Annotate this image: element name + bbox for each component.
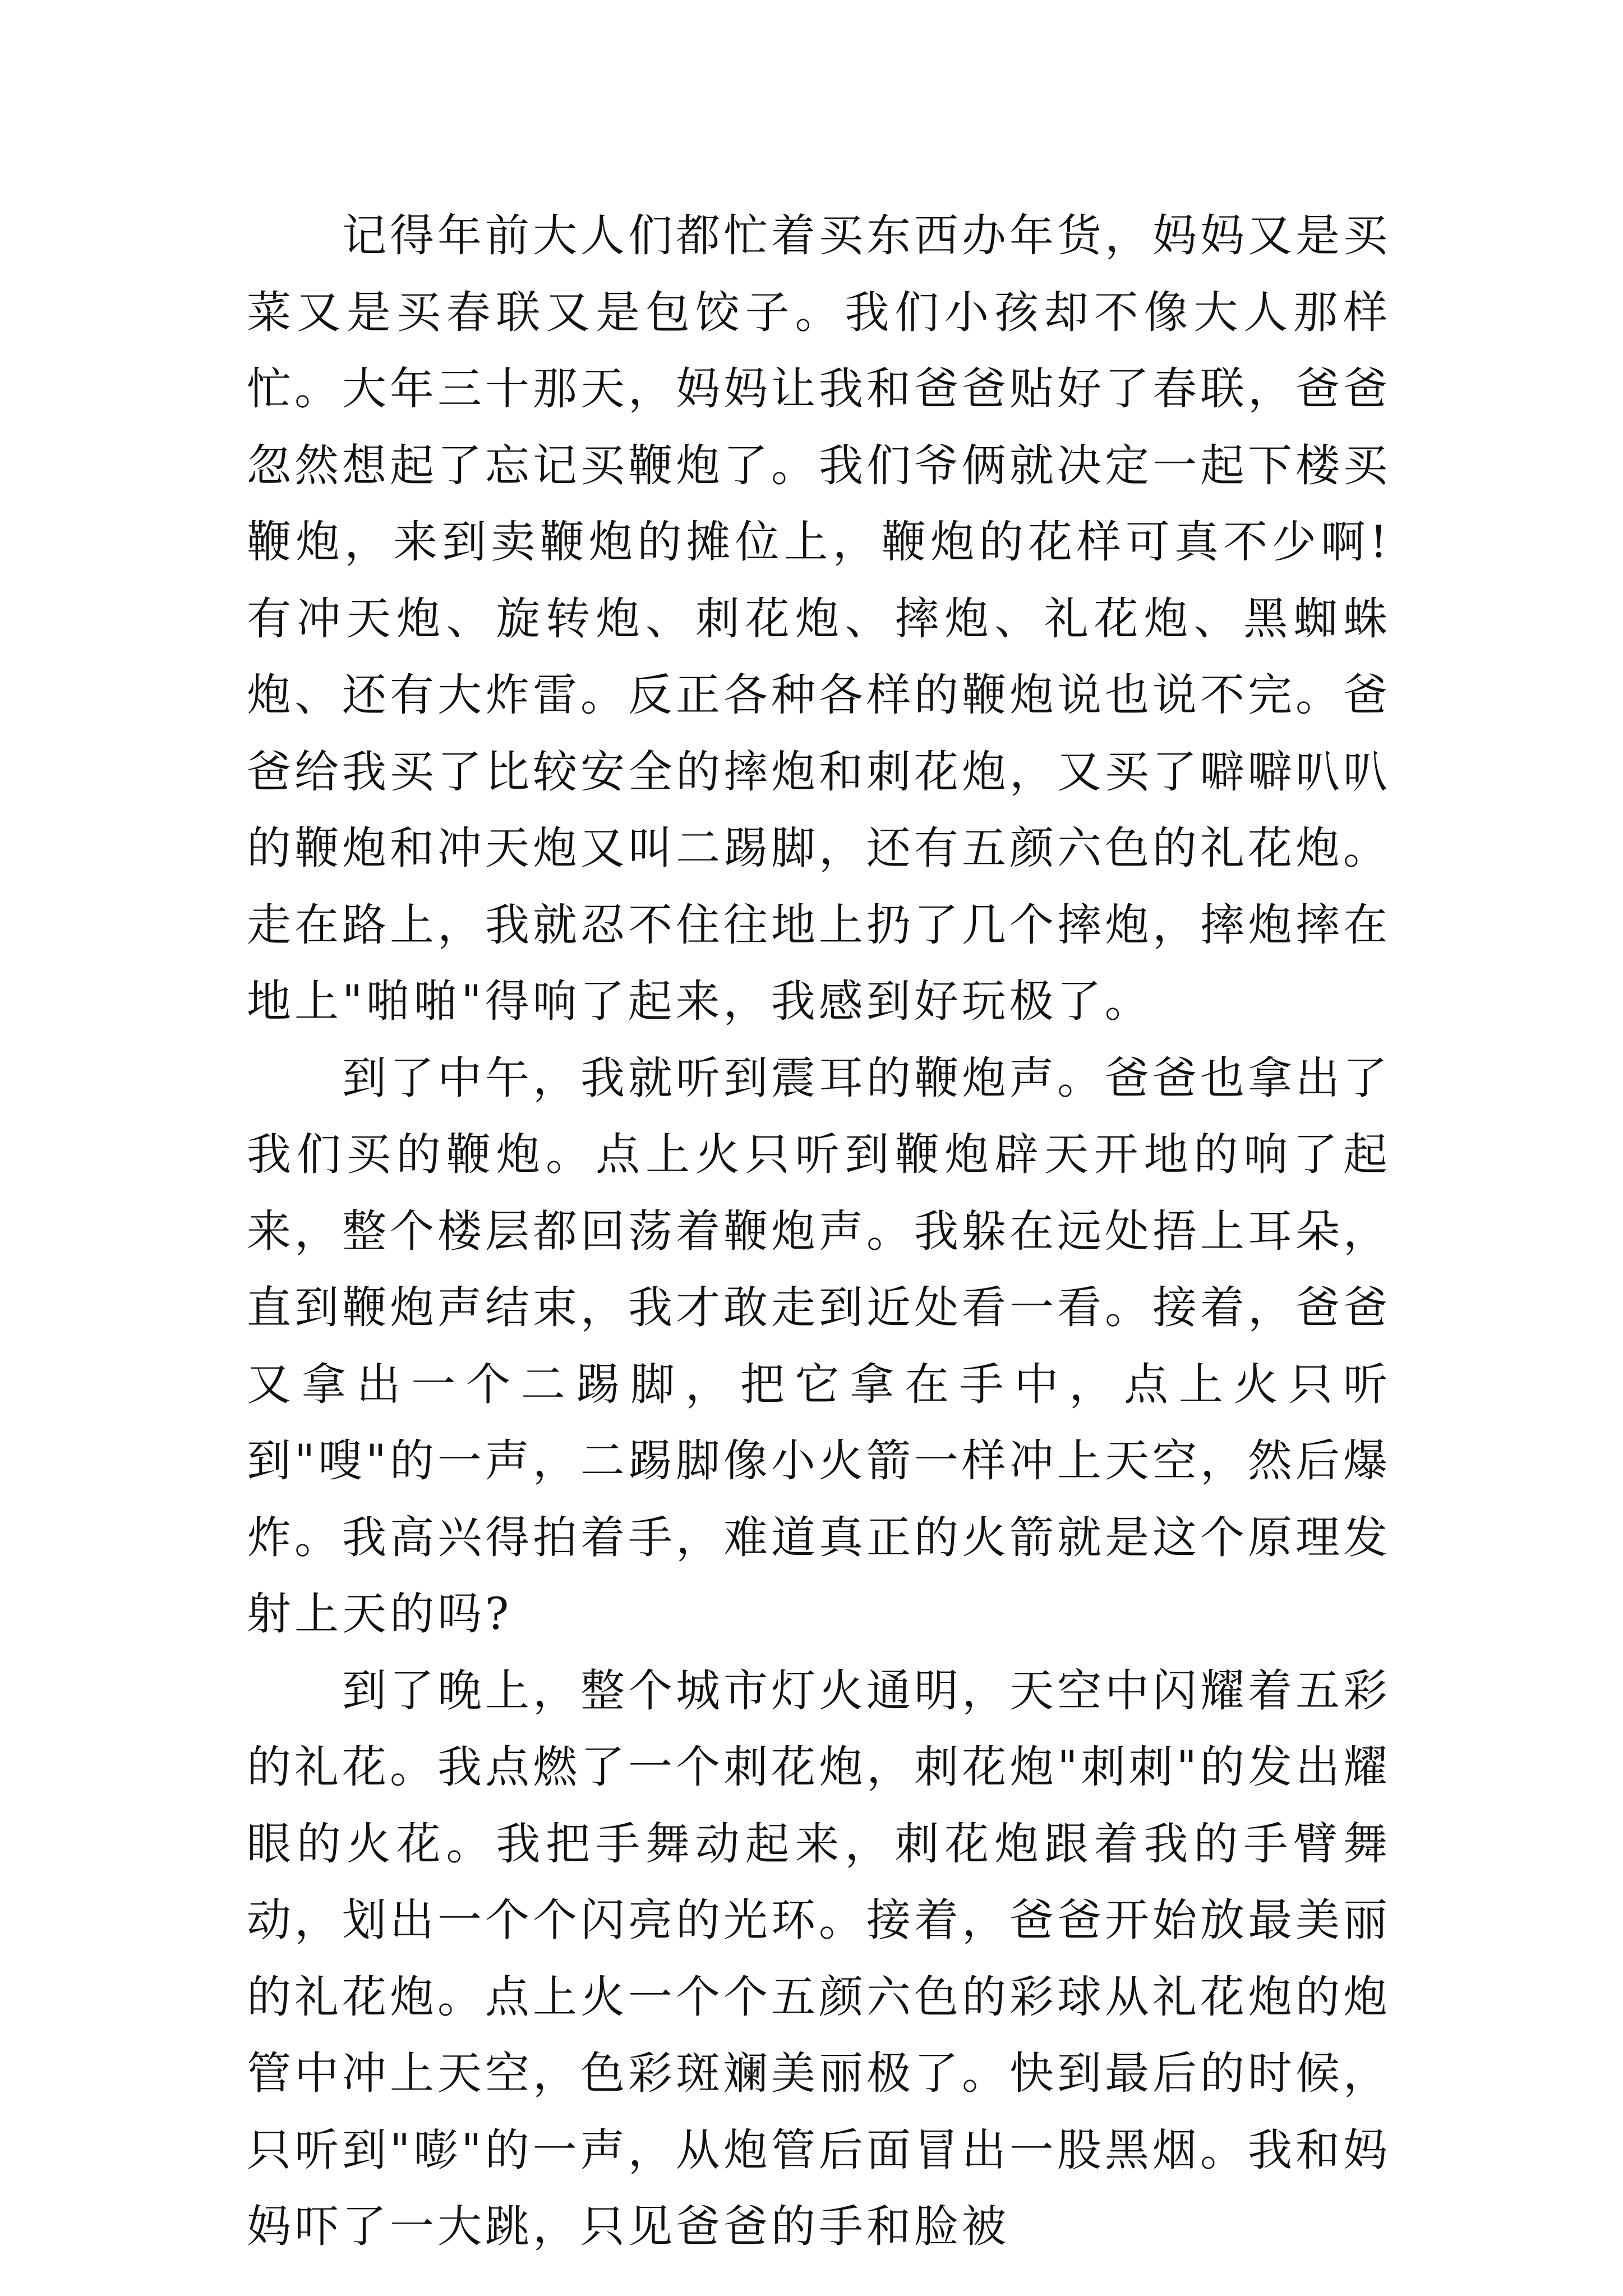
body-text (247, 197, 1391, 2265)
paragraph-1: 记得年前大人们都忙着买东西办年货，妈妈又是买菜又是买春联又是包饺子。我们小孩却不像大人那样忙。大年三十那天，妈妈让我和爸爸贴好了春联，爸爸忽然想起了忘记买鞭炮了。我们爷俩就决定一起下楼买鞭炮，来到卖鞭炮的摊位上，鞭炮的花样可真不少啊!有冲天炮、旋转炮、刺花炮、摔炮、礼花炮、黑蜘蛛炮、还有大炸雷。反正各种各样的鞭炮说也说不完。爸爸给我买了比较安全的摔炮和刺花炮，又买了噼噼叭叭的鞭炮和冲天炮又叫二踢脚，还有五颜六色的礼花炮。走在路上，我就忍不住往地上扔了几个摔炮，摔炮摔在地上"啪啪"得响了起来，我感到好玩极了。 (247, 210, 1391, 1027)
paragraph-3: 到了晚上，整个城市灯火通明，天空中闪耀着五彩的礼花。我点燃了一个刺花炮，刺花炮"刺刺"的发出耀眼的火花。我把手舞动起来，刺花炮跟着我的手臂舞动，划出一个个闪亮的光环。接着，爸爸开始放最美丽的礼花炮。点上火一个个五颜六色的彩球从礼花炮的炮管中冲上天空，色彩斑斓美丽极了。快到最后的时候，只听到"嘭"的一声，从炮管后面冒出一股黑烟。我和妈妈吓了一大跳，只见爸爸的手和脸被 (247, 1664, 1391, 2252)
paragraph-2: 到了中午，我就听到震耳的鞭炮声。爸爸也拿出了我们买的鞭炮。点上火只听到鞭炮辟天开地的响了起来，整个楼层都回荡着鞭炮声。我躲在远处捂上耳朵，直到鞭炮声结束，我才敢走到近处看一看。接着，爸爸又拿出一个二踢脚，把它拿在手中，点上火只听到"嗖"的一声，二踢脚像小火箭一样冲上天空，然后爆炸。我高兴得拍着手，难道真正的火箭就是这个原理发射上天的吗? (247, 1052, 1391, 1640)
